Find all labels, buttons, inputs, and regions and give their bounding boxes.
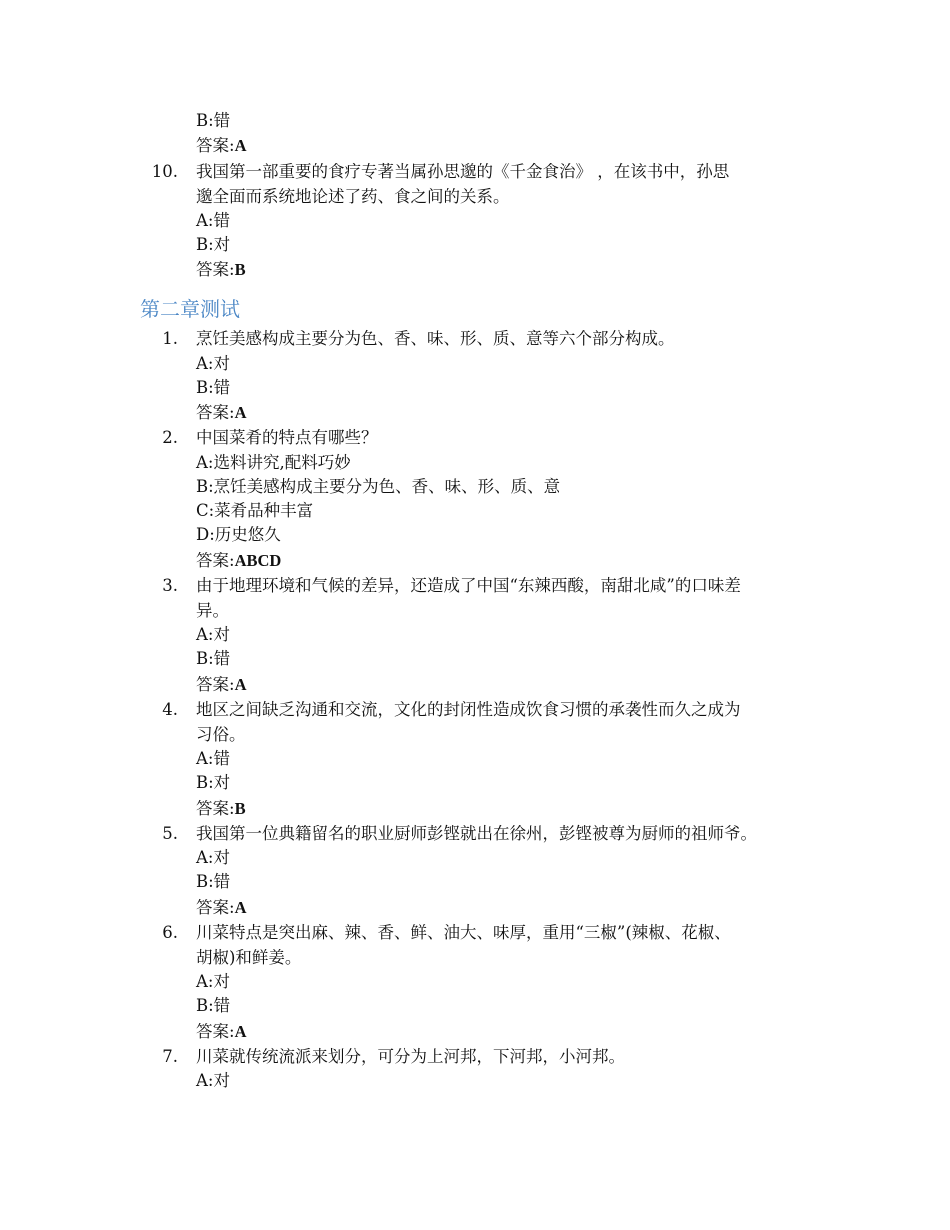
q6-text-line2: 胡椒)和鲜姜。 bbox=[196, 948, 302, 967]
q6-option-b: B:错 bbox=[196, 996, 231, 1015]
q5-number: 5. bbox=[162, 824, 178, 843]
answer-value: B bbox=[234, 260, 246, 279]
q2-text-line1: 中国菜肴的特点有哪些？ bbox=[196, 428, 378, 447]
answer-label: 答案: bbox=[196, 260, 235, 279]
q5-text-line1: 我国第一位典籍留名的职业厨师彭铿就出在徐州，彭铿被尊为厨师的祖师爷。 bbox=[196, 824, 757, 843]
q4-option-a: A:错 bbox=[196, 749, 230, 768]
q1-number: 1. bbox=[162, 329, 178, 348]
q7-text-line1: 川菜就传统流派来划分，可分为上河邦，下河邦，小河邦。 bbox=[196, 1047, 625, 1066]
q9-option-b: B:错 bbox=[196, 111, 231, 130]
q10-text-line1: 我国第一部重要的食疗专著当属孙思邈的《千金食治》 ，在该书中，孙思 bbox=[196, 162, 730, 181]
q3-text-line2: 异。 bbox=[196, 601, 229, 620]
q4-text-line1: 地区之间缺乏沟通和交流，文化的封闭性造成饮食习惯的承袭性而久之成为 bbox=[196, 700, 741, 719]
answer-value: ABCD bbox=[234, 551, 282, 570]
answer-label: 答案: bbox=[196, 675, 235, 694]
q1-option-a: A:对 bbox=[196, 354, 230, 373]
q7-option-a: A:对 bbox=[196, 1071, 230, 1090]
q1-answer bbox=[196, 401, 246, 425]
q4-number: 4. bbox=[162, 700, 178, 719]
q10-answer bbox=[196, 258, 246, 282]
q2-option-c: C:菜肴品种丰富 bbox=[196, 501, 314, 520]
q1-text-line1: 烹饪美感构成主要分为色、香、味、形、质、意等六个部分构成。 bbox=[196, 329, 675, 348]
q9-answer bbox=[196, 134, 246, 158]
q10-text-line2: 邈全面而系统地论述了药、食之间的关系。 bbox=[196, 187, 510, 206]
answer-value: A bbox=[234, 675, 247, 694]
answer-value: B bbox=[234, 799, 246, 818]
answer-value: A bbox=[234, 1022, 247, 1041]
q10-option-a: A:错 bbox=[196, 211, 230, 230]
q3-text-line1: 由于地理环境和气候的差异，还造成了中国“东辣西酸，南甜北咸”的口味差 bbox=[196, 576, 741, 595]
q6-number: 6. bbox=[162, 923, 178, 942]
q2-option-a: A:选料讲究,配料巧妙 bbox=[196, 453, 351, 472]
answer-label: 答案: bbox=[196, 898, 235, 917]
q2-number: 2. bbox=[162, 428, 178, 447]
q3-option-a: A:对 bbox=[196, 625, 230, 644]
answer-value: A bbox=[234, 136, 247, 155]
q1-option-b: B:错 bbox=[196, 378, 231, 397]
answer-label: 答案: bbox=[196, 136, 235, 155]
q4-text-line2: 习俗。 bbox=[196, 725, 246, 744]
q3-option-b: B:错 bbox=[196, 649, 231, 668]
answer-value: A bbox=[234, 403, 247, 422]
q6-answer bbox=[196, 1020, 246, 1044]
q4-answer bbox=[196, 797, 246, 821]
q6-text-line1: 川菜特点是突出麻、辣、香、鲜、油大、味厚，重用“三椒”(辣椒、花椒、 bbox=[196, 923, 731, 942]
q10-option-b: B:对 bbox=[196, 235, 231, 254]
answer-value: A bbox=[234, 898, 247, 917]
q2-option-b: B:烹饪美感构成主要分为色、香、味、形、质、意 bbox=[196, 477, 561, 496]
q5-answer bbox=[196, 896, 246, 920]
answer-label: 答案: bbox=[196, 1022, 235, 1041]
answer-label: 答案: bbox=[196, 799, 235, 818]
q5-option-b: B:错 bbox=[196, 872, 231, 891]
q6-option-a: A:对 bbox=[196, 972, 230, 991]
q4-option-b: B:对 bbox=[196, 773, 231, 792]
q10-number: 10. bbox=[151, 162, 178, 181]
q7-number: 7. bbox=[162, 1047, 178, 1066]
chapter-heading: 第二章测试 bbox=[140, 297, 240, 321]
answer-label: 答案: bbox=[196, 403, 235, 422]
q5-option-a: A:对 bbox=[196, 848, 230, 867]
q2-option-d: D:历史悠久 bbox=[196, 525, 281, 544]
q3-number: 3. bbox=[162, 576, 178, 595]
answer-label: 答案: bbox=[196, 551, 235, 570]
q3-answer bbox=[196, 673, 246, 697]
q2-answer bbox=[196, 549, 281, 573]
